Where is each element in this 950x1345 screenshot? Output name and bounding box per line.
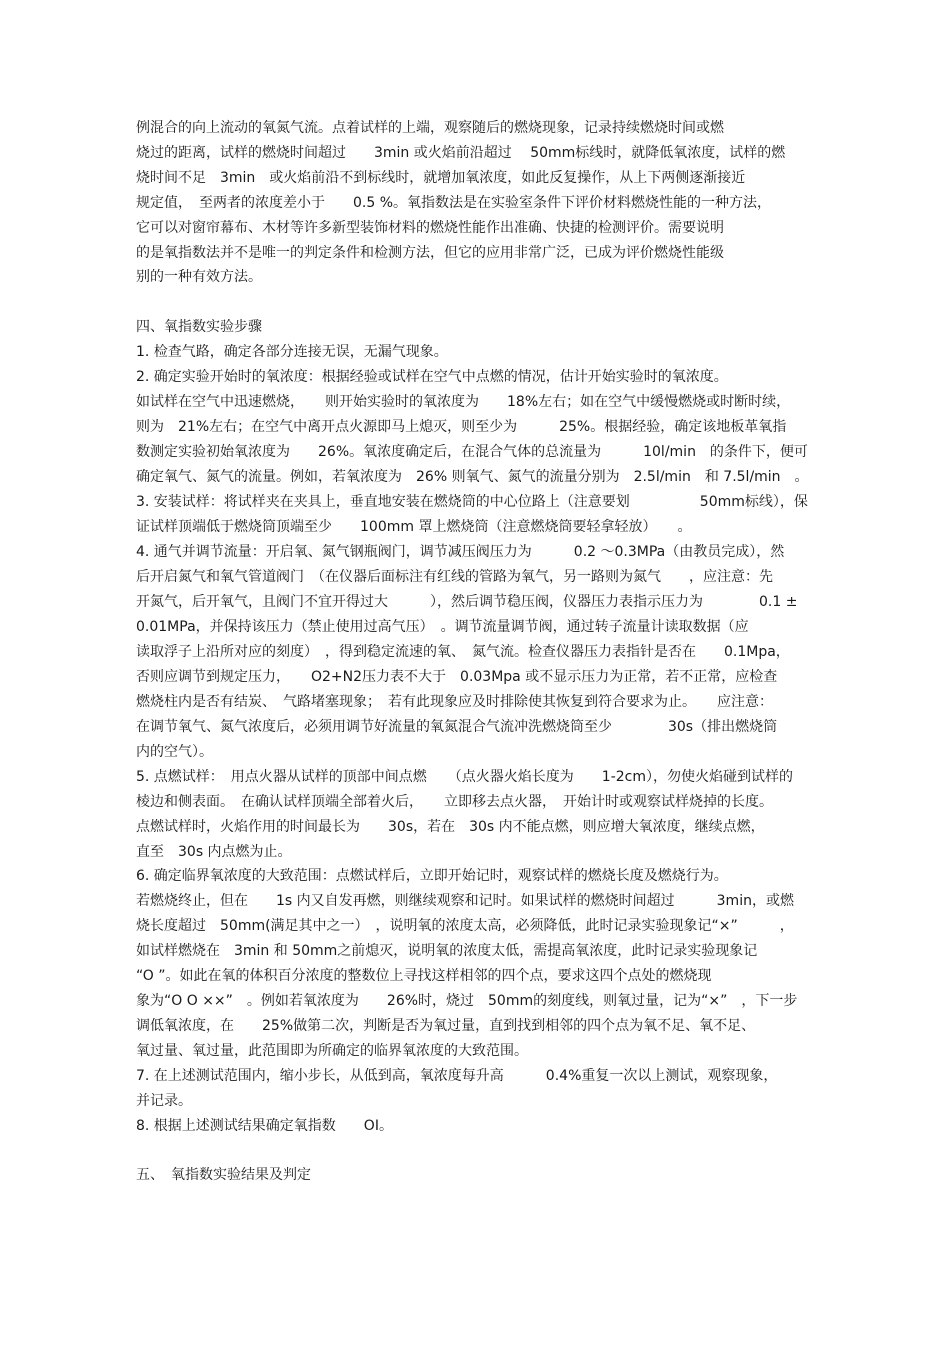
text-line: 烧长度超过 50mm(满足其中之一） ，说明氧的浓度太高，必须降低，此时记录实验现象记“×” ， [136,918,794,934]
text-line: 烧过的距离，试样的燃烧时间超过 3min 或火焰前沿超过 50mm标线时，就降低氧浓度，试样的燃 [136,145,786,161]
text-line: 象为“O O ××” 。例如若氧浓度为 26%时，烧过 50mm的刻度线，则氧过量，记为“×” ，下一步 [136,993,798,1009]
text-line: 并记录。 [136,1093,192,1109]
text-line: 规定值， 至两者的浓度差小于 0.5 %。氧指数法是在实验室条件下评价材料燃烧性能的一种方法， [136,195,772,211]
text-line: 如试样在空气中迅速燃烧， 则开始实验时的氧浓度为 18%左右；如在空气中缓慢燃烧或时断时续， [136,394,791,410]
text-line: 例混合的向上流动的氧氮气流。点着试样的上端，观察随后的燃烧现象，记录持续燃烧时间或燃 [136,120,724,136]
text-line: 0.01MPa，并保持该压力（禁止使用过高气压） 。调节流量调节阀，通过转子流量计读取数据（应 [136,619,749,635]
text-line: 4. 通气并调节流量：开启氧、氮气钢瓶阀门，调节减压阀压力为 0.2 ～0.3MPa（由教员完成），然 [136,544,785,560]
text-line: 的是氧指数法并不是唯一的判定条件和检测方法，但它的应用非常广泛，已成为评价燃烧性能级 [136,245,724,261]
text-line: 开氮气，后开氧气，且阀门不宜开得过大 ），然后调节稳压阀，仪器压力表指示压力为 0.1 ± [136,594,798,610]
text-line: 在调节氧气、氮气浓度后，必须用调节好流量的氧氮混合气流冲洗燃烧筒至少 30s（排出燃烧筒 [136,719,778,735]
text-line: 氧过量、氧过量，此范围即为所确定的临界氧浓度的大致范围。 [136,1043,528,1059]
text-line: 证试样顶端低于燃烧筒顶端至少 100mm 罩上燃烧筒（注意燃烧筒要轻拿轻放） 。 [136,519,692,535]
text-line: 燃烧柱内是否有结炭、 气路堵塞现象； 若有此现象应及时排除使其恢复到符合要求为止。 应注意： [136,694,773,710]
text-line: 1. 检查气路，确定各部分连接无误，无漏气现象。 [136,344,448,360]
text-line: “O ”。如此在氧的体积百分浓度的整数位上寻找这样相邻的四个点，要求这四个点处的燃烧现 [136,968,712,984]
text-line: 2. 确定实验开始时的氧浓度：根据经验或试样在空气中点燃的情况，估计开始实验时的氧浓度。 [136,369,728,385]
text-line: 别的一种有效方法。 [136,269,262,285]
text-line: 它可以对窗帘幕布、木材等许多新型装饰材料的燃烧性能作出准确、快捷的检测评价。需要说明 [136,220,724,236]
section-heading: 五、 氧指数实验结果及判定 [136,1167,311,1183]
text-line: 则为 21%左右；在空气中离开点火源即马上熄灭，则至少为 25%。根据经验，确定该地板革氧指 [136,419,787,435]
text-line: 3. 安装试样：将试样夹在夹具上，垂直地安装在燃烧筒的中心位路上（注意要划 50mm标线），保 [136,494,808,510]
text-line: 后开启氮气和氧气管道阀门 （在仪器后面标注有红线的管路为氧气，另一路则为氮气 ，应注意：先 [136,569,773,585]
text-line: 5. 点燃试样： 用点火器从试样的顶部中间点燃 （点火器火焰长度为 1-2cm），勿使火焰碰到试样的 [136,769,794,785]
text-line: 若燃烧终止，但在 1s 内又自发再燃，则继续观察和记时。如果试样的燃烧时间超过 3min，或燃 [136,893,794,909]
text-line: 如试样燃烧在 3min 和 50mm之前熄灭，说明氧的浓度太低，需提高氧浓度，此时记录实验现象记 [136,943,758,959]
text-line: 调低氧浓度，在 25%做第二次，判断是否为氧过量，直到找到相邻的四个点为氧不足、氧不足、 [136,1018,756,1034]
text-line: 点燃试样时，火焰作用的时间最长为 30s，若在 30s 内不能点燃，则应增大氧浓度，继续点燃， [136,819,765,835]
text-line: 数测定实验初始氧浓度为 26%。氧浓度确定后，在混合气体的总流量为 10l/min 的条件下，便可 [136,444,808,460]
section-heading: 四、氧指数实验步骤 [136,319,262,335]
text-line: 否则应调节到规定压力， O2+N2压力表不大于 0.03Mpa 或不显示压力为正常，若不正常，应检查 [136,669,778,685]
text-line: 读取浮子上沿所对应的刻度） ，得到稳定流速的氧、 氮气流。检查仪器压力表指针是否在 0.1Mpa， [136,644,790,660]
text-line: 确定氧气、氮气的流量。例如，若氧浓度为 26% 则氧气、氮气的流量分别为 2.5l/min 和 7.5l/min 。 [136,469,809,485]
text-line: 内的空气）。 [136,744,213,760]
text-line: 7. 在上述测试范围内，缩小步长，从低到高，氧浓度每升高 0.4%重复一次以上测试，观察现象， [136,1068,778,1084]
text-line: 直至 30s 内点燃为止。 [136,844,292,860]
text-line: 8. 根据上述测试结果确定氧指数 OI。 [136,1118,393,1134]
text-line: 烧时间不足 3min 或火焰前沿不到标线时，就增加氧浓度，如此反复操作，从上下两侧逐渐接近 [136,170,746,186]
text-line: 6. 确定临界氧浓度的大致范围：点燃试样后，立即开始记时，观察试样的燃烧长度及燃烧行为。 [136,868,728,884]
text-line: 棱边和侧表面。 在确认试样顶端全部着火后， 立即移去点火器， 开始计时或观察试样烧掉的长度。 [136,794,773,810]
